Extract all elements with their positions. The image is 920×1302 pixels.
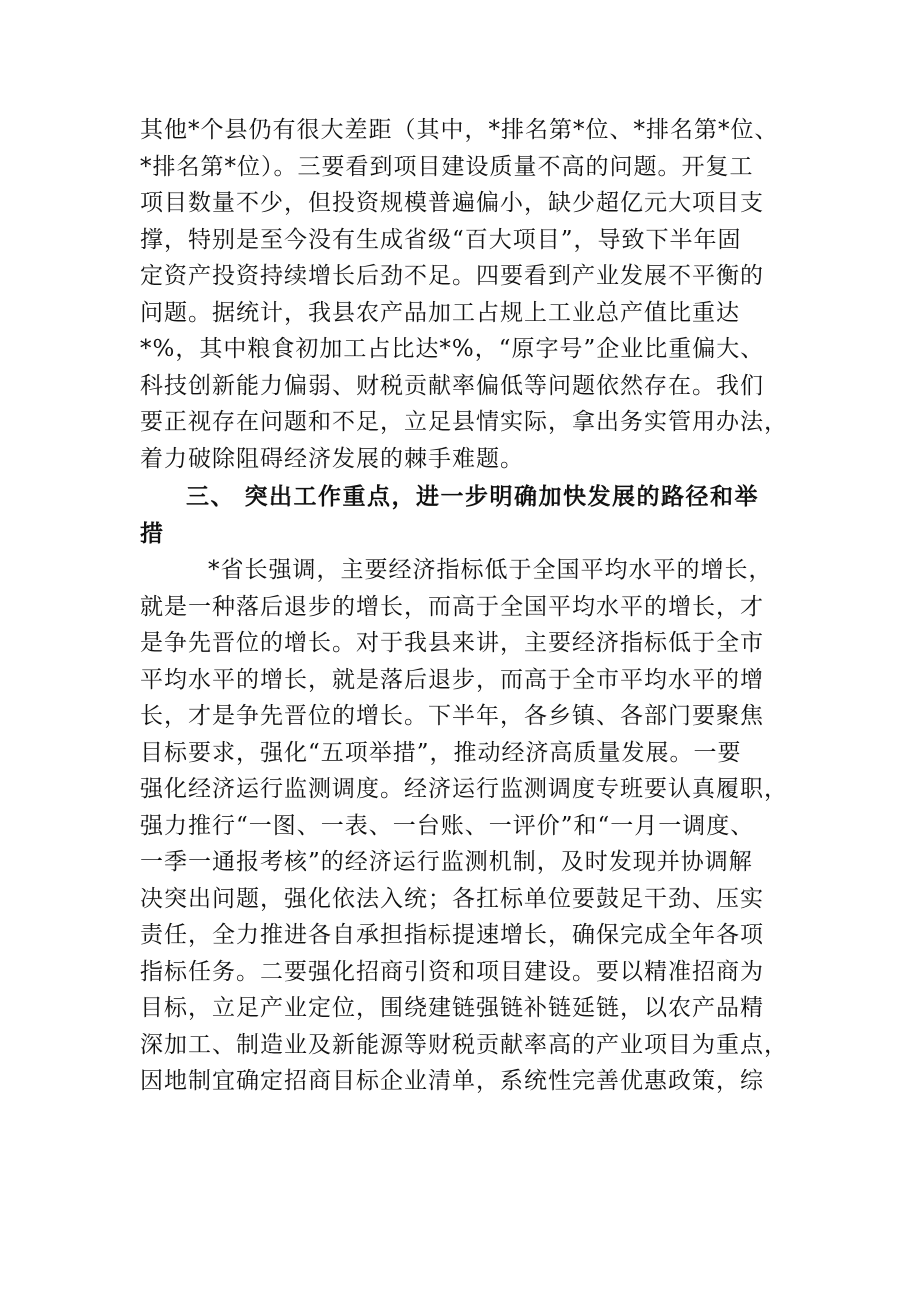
text-line: 是争先晋位的增长。对于我县来讲，主要经济指标低于全市: [140, 630, 764, 656]
text-line: 深加工、制造业及新能源等财税贡献率高的产业项目为重点，: [140, 1031, 788, 1058]
text-line: 撑，特别是至今没有生成省级“百大项目”，导致下半年固: [140, 226, 742, 253]
text-line: *%，其中粮食初加工占比达*%，“原字号”企业比重偏大、: [140, 336, 765, 362]
paragraph-first-line: *省长强调，主要经济指标低于全国平均水平的增长，: [208, 557, 773, 583]
text-line: 强化经济运行监测调度。经济运行监测调度专班要认真履职，: [140, 776, 788, 802]
section-heading-continuation: 措: [140, 519, 165, 547]
text-line: 就是一种落后退步的增长，而高于全国平均水平的增长，才: [140, 593, 764, 620]
text-line: 一季一通报考核”的经济运行监测机制，及时发现并协调解: [140, 849, 753, 875]
text-line: 其他*个县仍有很大差距（其中，*排名第*位、*排名第*位、: [140, 117, 779, 143]
text-line: 指标任务。二要强化招商引资和项目建设。要以精准招商为: [140, 958, 764, 985]
text-line: 着力破除阻碍经济发展的棘手难题。: [140, 445, 524, 472]
text-line: 问题。据统计，我县农产品加工占规上工业总产值比重达: [140, 299, 740, 326]
text-line: 要正视存在问题和不足，立足县情实际，拿出务实管用办法，: [140, 409, 788, 435]
text-line: 责任，全力推进各自承担指标提速增长，确保完成全年各项: [140, 922, 764, 948]
text-line: 因地制宜确定招商目标企业清单，系统性完善优惠政策，综: [140, 1068, 764, 1094]
text-line: *排名第*位）。三要看到项目建设质量不高的问题。开复工: [140, 153, 754, 180]
text-line: 决突出问题，强化依法入统；各扛标单位要鼓足干劲、压实: [140, 885, 764, 912]
document-body: [140, 112, 790, 1100]
text-line: 项目数量不少，但投资规模普遍偏小，缺少超亿元大项目支: [140, 190, 764, 216]
section-heading: 三、 突出工作重点，进一步明确加快发展的路径和举: [186, 483, 760, 510]
text-line: 平均水平的增长，就是落后退步，而高于全市平均水平的增: [140, 666, 764, 693]
text-line: 科技创新能力偏弱、财税贡献率偏低等问题依然存在。我们: [140, 372, 764, 399]
text-line: 目标，立足产业定位，围绕建链强链补链延链，以农产品精: [140, 995, 764, 1021]
text-line: 强力推行“一图、一表、一台账、一评价”和“一月一调度、: [140, 812, 755, 839]
text-line: 定资产投资持续增长后劲不足。四要看到产业发展不平衡的: [140, 263, 764, 289]
text-line: 目标要求，强化“五项举措”，推动经济高质量发展。一要: [140, 739, 742, 766]
text-line: 长，才是争先晋位的增长。下半年，各乡镇、各部门要聚焦: [140, 703, 764, 729]
